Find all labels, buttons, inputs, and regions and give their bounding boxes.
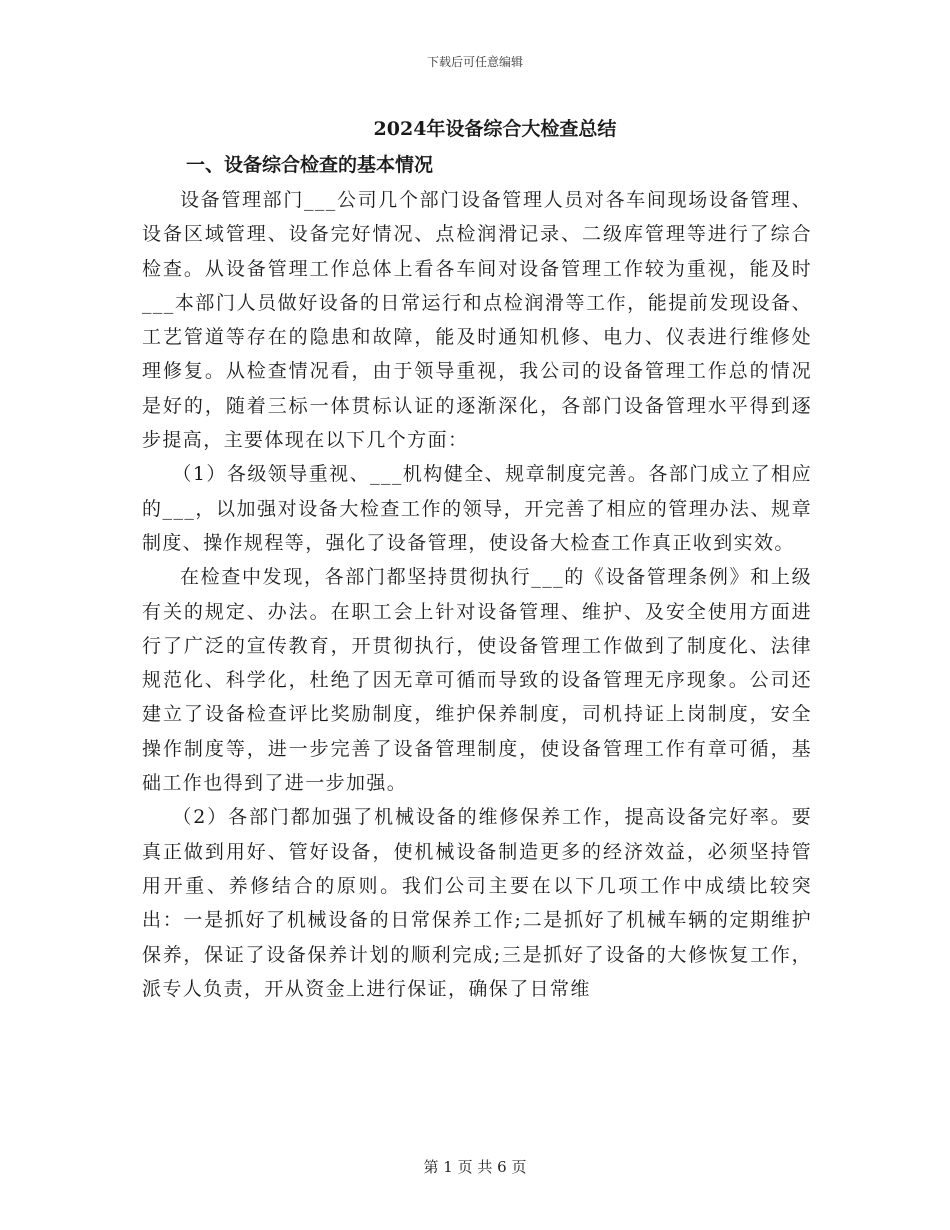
page-header: 下载后可任意编辑	[426, 55, 523, 69]
paragraph: （2）各部门都加强了机械设备的维修保养工作，提高设备完好率。要真正做到用好、管好设备，使机械设备制造更多的经济效益，必须坚持管用开重、养修结合的原则。我们公司主要在以下几项工作中成绩比较突出：一是抓好了机械设备的日常保养工作;二是抓好了机械车辆的定期维护保养，保证了设备保养计划的顺利完成;三是抓好了设备的大修恢复工作，派专人负责，开从资金上进行保证，确保了日常维	[142, 806, 812, 1000]
paragraph: 设备管理部门___公司几个部门设备管理人员对各车间现场设备管理、设备区域管理、设备完好情况、点检润滑记录、二级库管理等进行了综合检查。从设备管理工作总体上看各车间对设备管理工作较为重视，能及时___本部门人员做好设备的日常运行和点检润滑等工作，能提前发现设备、工艺管道等存在的隐患和故障，能及时通知机修、电力、仪表进行维修处理修复。从检查情况看，由于领导重视，我公司的设备管理工作总的情况是好的，随着三标一体贯标认证的逐渐深化，各部门设备管理水平得到逐步提高，主要体现在以下几个方面：	[142, 189, 812, 452]
paragraph: 在检查中发现，各部门都坚持贯彻执行___的《设备管理条例》和上级有关的规定、办法。在职工会上针对设备管理、维护、及安全使用方面进行了广泛的宣传教育，开贯彻执行，使设备管理工作做到了制度化、法律规范化、科学化，杜绝了因无章可循而导致的设备管理无序现象。公司还建立了设备检查评比奖励制度，维护保养制度，司机持证上岗制度，安全操作制度等，进一步完善了设备管理制度，使设备管理工作有章可循，基础工作也得到了进一步加强。	[142, 566, 812, 795]
page-footer: 第 1 页 共 6 页	[423, 1158, 527, 1176]
paragraph: （1）各级领导重视、___机构健全、规章制度完善。各部门成立了相应的___，以加强对设备大检查工作的领导，开完善了相应的管理办法、规章制度、操作规程等，强化了设备管理，使设备大检查工作真正收到实效。	[142, 463, 812, 554]
document-title: 2024年设备综合大检查总结	[373, 118, 617, 140]
section-heading: 一、设备综合检查的基本情况	[186, 154, 434, 176]
body-text	[142, 183, 812, 1006]
